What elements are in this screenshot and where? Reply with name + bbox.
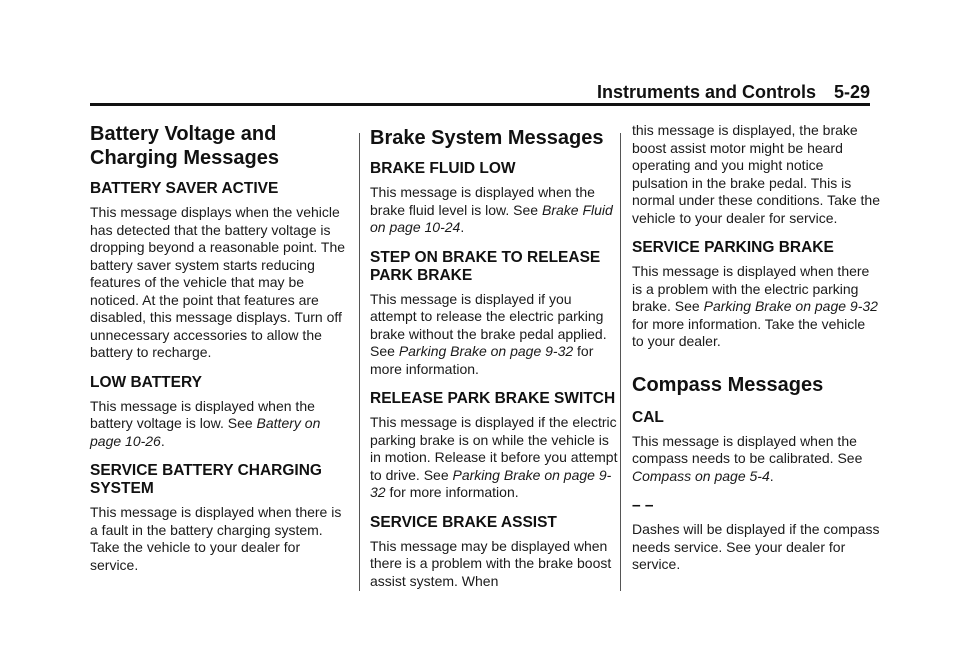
cross-reference-link[interactable]: Brake Fluid on page 10-24 (370, 201, 613, 235)
subheading-service-battery: SERVICE BATTERY CHARGING SYSTEM (90, 462, 322, 497)
subheading-step-on-brake: STEP ON BRAKE TO RELEASE PARK BRAKE (370, 248, 601, 284)
subheading-cal: CAL (632, 408, 664, 426)
section-heading-brake: Brake System Messages (370, 127, 604, 149)
subheading-brake-fluid-low: BRAKE FLUID LOW (370, 160, 516, 177)
paragraph: This message is displayed when the compass needs to be calibrated. See Compass on page 5-4. (632, 432, 863, 484)
paragraph-continued: this message is displayed, the brake boost assist motor might be heard operating and you might notice pulsation in the brake pedal. This is normal under these conditions. Take the vehicle to your dealer for service. (632, 122, 881, 226)
paragraph: This message is displayed if the electric parking brake is on while the vehicle is in motion. Release it before you attempt to drive. See Parking Brake on page 9-32 for more information. (370, 414, 618, 500)
cross-reference-link[interactable]: Parking Brake on page 9-32 (703, 298, 878, 314)
paragraph: This message is displayed when there is a problem with the electric parking brake. See Parking Brake on page 9-32 for more information. Take the vehicle to your dealer. (632, 263, 878, 349)
paragraph: This message is displayed when there is a fault in the battery charging system. Take the vehicle to your dealer for service. (90, 504, 342, 573)
subheading-battery-saver-active: BATTERY SAVER ACTIVE (90, 180, 279, 197)
cross-reference-link[interactable]: Parking Brake on page 9-32 (398, 343, 574, 359)
cross-reference-link[interactable]: Parking Brake on page 9-32 (370, 466, 612, 500)
paragraph: This message may be displayed when there is a problem with the brake boost assist system. When (370, 537, 612, 589)
column-divider (359, 133, 360, 591)
column-divider (620, 133, 621, 591)
column-2 (370, 122, 618, 590)
paragraph: This message is displayed if you attempt to release the electric parking brake without the brake pedal applied. See Parking Brake on page 9-32 for more information. (370, 290, 607, 377)
section-heading-battery: Battery Voltage and Charging Messages (90, 123, 279, 169)
paragraph: This message displays when the vehicle has detected that the battery voltage is dropping beyond a reasonable point. The battery saver system starts reducing features of the vehicle that may be noticed. At the point that features are disabled, this message displays. Turn off unnecessary accessories to allow the battery to recharge. (90, 204, 346, 360)
page-header (597, 82, 870, 103)
paragraph: Dashes will be displayed if the compass needs service. See your dealer for service. (632, 521, 880, 572)
subheading-dashes: – – (632, 497, 654, 514)
paragraph: This message is displayed when the battery voltage is low. See Battery on page 10-26. (90, 397, 321, 449)
subheading-service-parking-brake: SERVICE PARKING BRAKE (632, 239, 834, 256)
cross-reference-link[interactable]: Battery on page 10-26 (90, 415, 321, 449)
page-number: 5-29 (833, 82, 870, 102)
subheading-low-battery: LOW BATTERY (90, 373, 202, 391)
paragraph: This message is displayed when the brake fluid level is low. See Brake Fluid on page 10-24. (370, 184, 613, 235)
subheading-service-brake-assist: SERVICE BRAKE ASSIST (370, 513, 557, 531)
section-title: Instruments and Controls (596, 82, 816, 102)
column-1 (90, 122, 348, 574)
column-3 (632, 122, 880, 574)
subheading-release-park-brake-switch: RELEASE PARK BRAKE SWITCH (370, 390, 616, 407)
header-rule (90, 103, 870, 106)
section-heading-compass: Compass Messages (632, 373, 824, 396)
cross-reference-link[interactable]: Compass on page 5-4 (632, 467, 770, 484)
